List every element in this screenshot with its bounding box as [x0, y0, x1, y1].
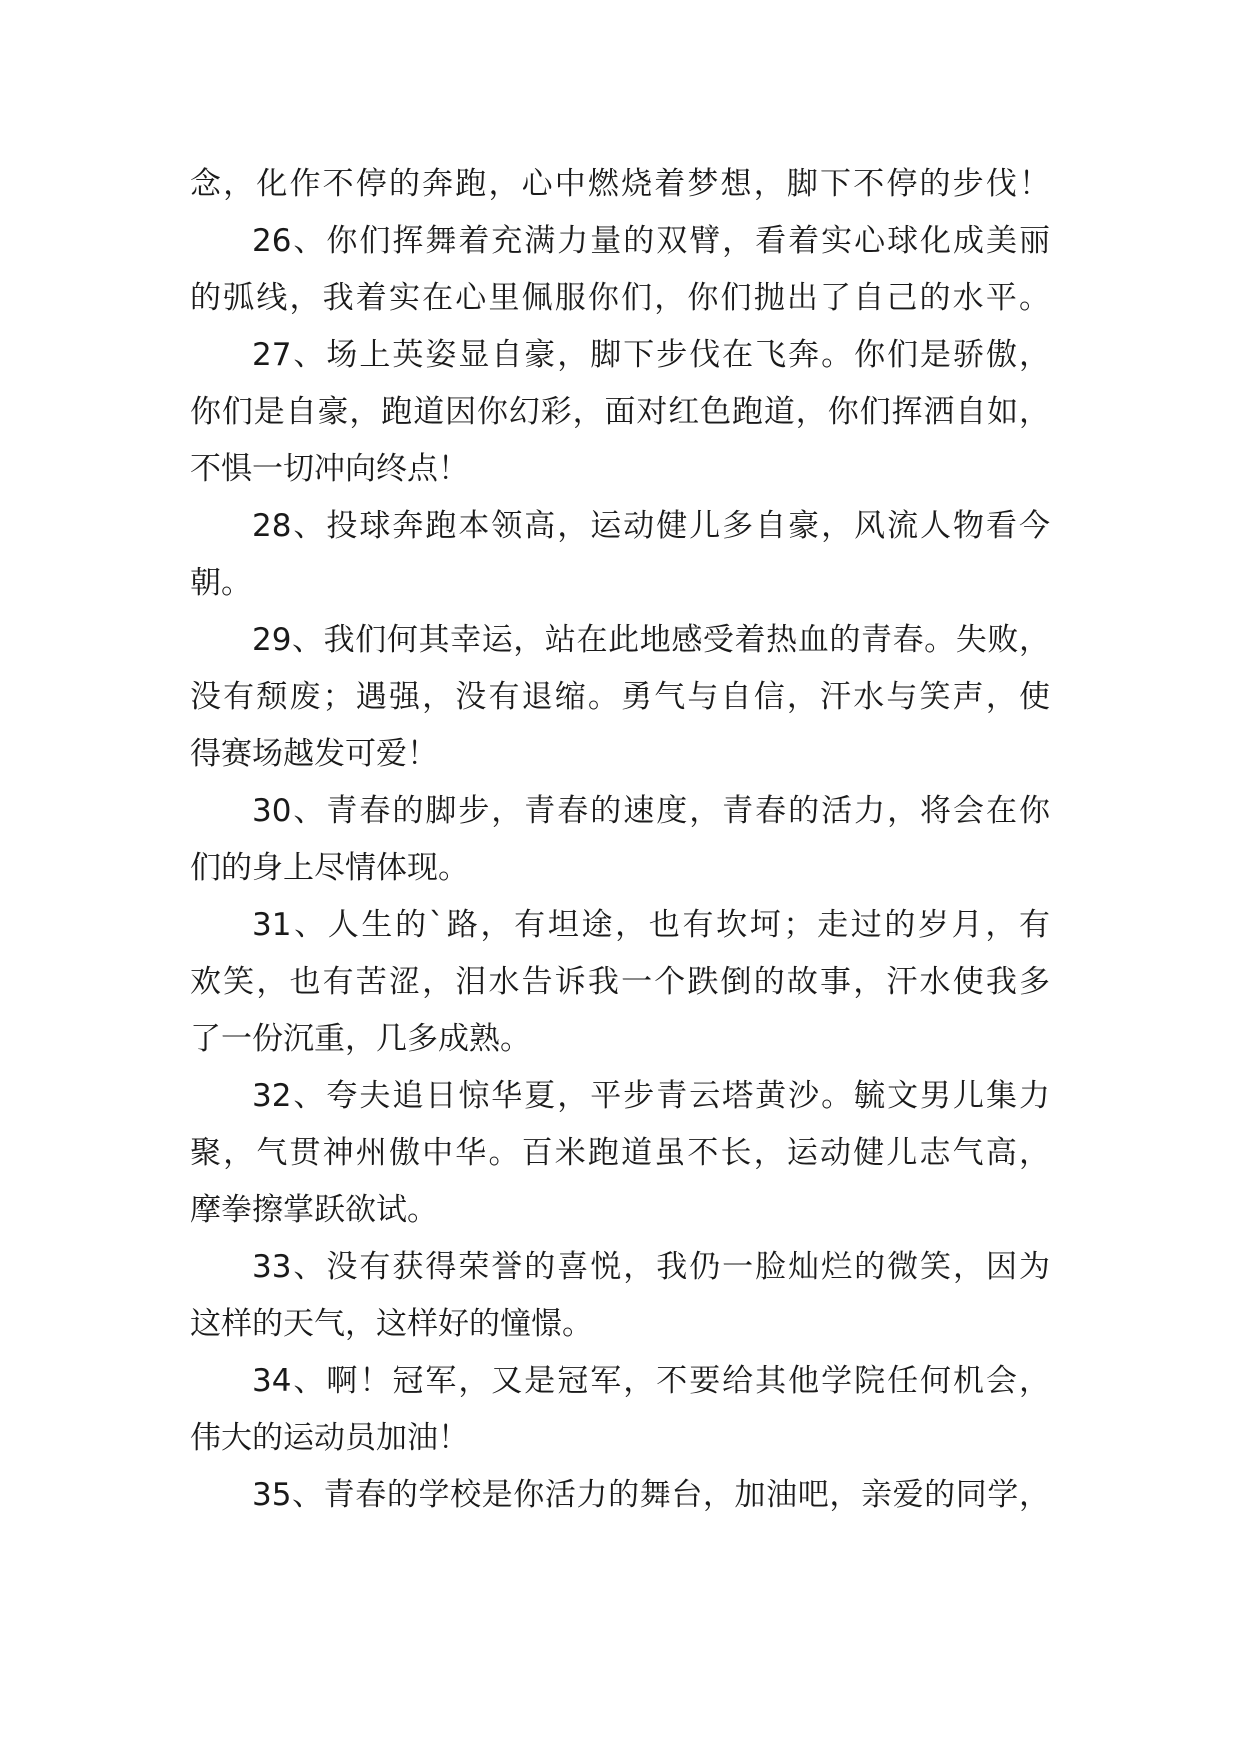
text-line: 没有颓废；遇强，没有退缩。勇气与自信，汗水与笑声，使 — [190, 679, 1050, 715]
text-line: 摩拳擦掌跃欲试。 — [190, 1192, 438, 1228]
text-line: 的弧线，我着实在心里佩服你们，你们抛出了自己的水平。 — [190, 280, 1050, 316]
text-line: 们的身上尽情体现。 — [190, 850, 469, 886]
text-line: 了一份沉重，几多成熟。 — [190, 1021, 531, 1057]
text-line: 念，化作不停的奔跑，心中燃烧着梦想，脚下不停的步伐！ — [190, 166, 1050, 202]
text-line: 35、青春的学校是你活力的舞台，加油吧，亲爱的同学， — [252, 1477, 1050, 1513]
text-line: 不惧一切冲向终点！ — [190, 451, 469, 487]
text-line: 29、我们何其幸运，站在此地感受着热血的青春。失败， — [252, 622, 1050, 658]
text-line: 27、场上英姿显自豪，脚下步伐在飞奔。你们是骄傲， — [252, 337, 1050, 373]
text-line: 得赛场越发可爱！ — [190, 736, 438, 772]
text-line: 聚，气贯神州傲中华。百米跑道虽不长，运动健儿志气高， — [190, 1135, 1050, 1171]
text-line: 这样的天气，这样好的憧憬。 — [190, 1306, 593, 1342]
text-line: 34、啊！冠军，又是冠军，不要给其他学院任何机会， — [252, 1363, 1050, 1399]
text-line: 31、人生的`路，有坦途，也有坎坷；走过的岁月，有 — [252, 907, 1050, 943]
text-line: 你们是自豪，跑道因你幻彩，面对红色跑道，你们挥洒自如， — [190, 394, 1050, 430]
text-line: 欢笑，也有苦涩，泪水告诉我一个跌倒的故事，汗水使我多 — [190, 964, 1050, 1000]
text-line: 33、没有获得荣誉的喜悦，我仍一脸灿烂的微笑，因为 — [252, 1249, 1050, 1285]
text-line: 30、青春的脚步，青春的速度，青春的活力，将会在你 — [252, 793, 1050, 829]
text-line: 伟大的运动员加油！ — [190, 1420, 469, 1456]
text-line: 26、你们挥舞着充满力量的双臂，看着实心球化成美丽 — [252, 223, 1050, 259]
text-line: 28、投球奔跑本领高，运动健儿多自豪，风流人物看今 — [252, 508, 1050, 544]
text-line: 朝。 — [190, 565, 252, 601]
text-line: 32、夸夫追日惊华夏，平步青云塔黄沙。毓文男儿集力 — [252, 1078, 1050, 1114]
